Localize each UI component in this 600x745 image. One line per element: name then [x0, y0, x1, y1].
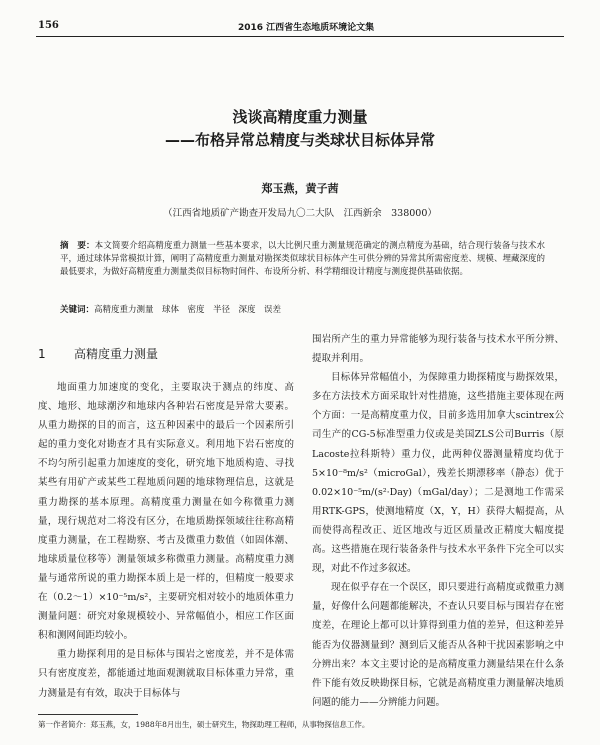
- header-rule: [36, 36, 564, 37]
- abstract-label: 摘 要：: [60, 241, 95, 251]
- left-column: [38, 378, 294, 703]
- paper-subtitle: ——布格异常总精度与类球状目标体异常: [164, 131, 435, 149]
- section-title: 高精度重力测量: [74, 347, 159, 361]
- right-paragraph-2: 目标体异常幅值小，为保障重力勘探精度与勘探效果，多在方法技术方面采取针对性措施，这些措施主要体现在两个方面：一是高精度重力仪，目前多选用加拿大scintrex公司生产的CG-5标准型重力仪或是美国ZLS公司Burris（原Lacoste拉科斯特）重力仪，此两种仪器测量精度均优于5×10⁻⁸m/s²（microGal），残差长期漂移率（静态）优于0.02×10⁻⁵m/(s²·Day)（mGal/day）；二是测地工作需采用RTK-GPS，使测地精度（X，Y，H）获得大幅提高，从而使得高程改正、近区地改与近区质量改正精度大幅度提高。这些措施在现行装备条件与技术水平条件下完全可以实现，对此不作过多叙述。: [312, 372, 564, 575]
- keywords: [60, 303, 545, 315]
- abstract: [60, 240, 545, 279]
- journal-title: 2016 江西省生态地质环境论文集: [238, 23, 375, 33]
- page-number: 156: [38, 20, 59, 31]
- keywords-text: 高精度重力测量 球体 密度 半径 深度 误差: [94, 305, 282, 315]
- left-paragraph-1: 地面重力加速度的变化，主要取决于测点的纬度、高度、地形、地球潮汐和地球内各种岩石密度是异常大要素。从重力勘探的目的而言，这五种因素中的最后一个因素所引起的重力变化对勘查才具有实际意义。利用地下岩石密度的不均匀所引起重力加速度的变化，研究地下地质构造、寻找某些有用矿产或某些工程地质问题的地球物理信息，这就是重力勘探的基本原理。高精度重力测量在如今称微重力测量，现行规范对二将没有区分，在地质勘探领域往往称高精度重力测量，在工程勘察、考古及微重力数值（如固体潮、地球质量位移等）测量领域多称微重力测量。高精度重力测量与通常所说的重力勘探本质上是一样的，但精度一般要求在（0.2～1）×10⁻⁵m/s²，主要研究相对较小的地质体重力测量问题：研究对象规模较小、异常幅值小，相应工作区面积和测网间距均较小。: [38, 382, 294, 642]
- keywords-label: 关键词：: [60, 305, 95, 315]
- affiliation: （江西省地质矿产勘查开发局九〇二大队 江西新余 338000）: [163, 208, 437, 219]
- abstract-text: 本文简要介绍高精度重力测量一些基本要求，以大比例尺重力测量规范确定的测点精度为基础，结合现行装备与技术水平，通过球体异常模拟计算，阐明了高精度重力测量对勘探类似球状目标体产生可供分辨的异常其所需密度差、规模、埋藏深度的最低要求，为做好高精度重力测量类似目标物时间件、布设所分析、科学精细设计精度与测度提供基础依据。: [60, 241, 545, 277]
- right-paragraph-1: 围岩所产生的重力异常能够为现行装备与技术水平所分辨、提取并利用。: [312, 334, 564, 365]
- footnote-rule: [38, 714, 138, 715]
- right-column: [312, 330, 564, 712]
- section-number: 1: [38, 347, 46, 361]
- section-heading: [38, 345, 158, 362]
- authors: 郑玉燕，黄子茜: [261, 182, 339, 195]
- left-paragraph-2: 重力勘探利用的是目标体与围岩之密度差，并不是体需只有密度度差，都能通过地面观测就取目标体重力异常，重力测量是有有效，取决于目标体与: [38, 649, 294, 699]
- right-paragraph-3: 现在似乎存在一个误区，即只要进行高精度或微重力测量，好像什么问题都能解决，不查认只要目标与围岩存在密度差，在理论上都可以计算得到重力值的差异，但这种差异能否为仪器测量到？测到后又能否从各种干扰因素影响之中分辨出来？本文主要讨论的是高精度重力测量结果在什么条件下能有效反映勘探目标，它就是高精度重力测量解决地质问题的能力——分辨能力问题。: [312, 582, 564, 708]
- paper-title: 浅谈高精度重力测量: [232, 108, 368, 126]
- footnote: 第一作者简介：郑玉燕，女，1988年8月出生，硕士研究生，物探助理工程师，从事物探信息工作。: [38, 720, 370, 729]
